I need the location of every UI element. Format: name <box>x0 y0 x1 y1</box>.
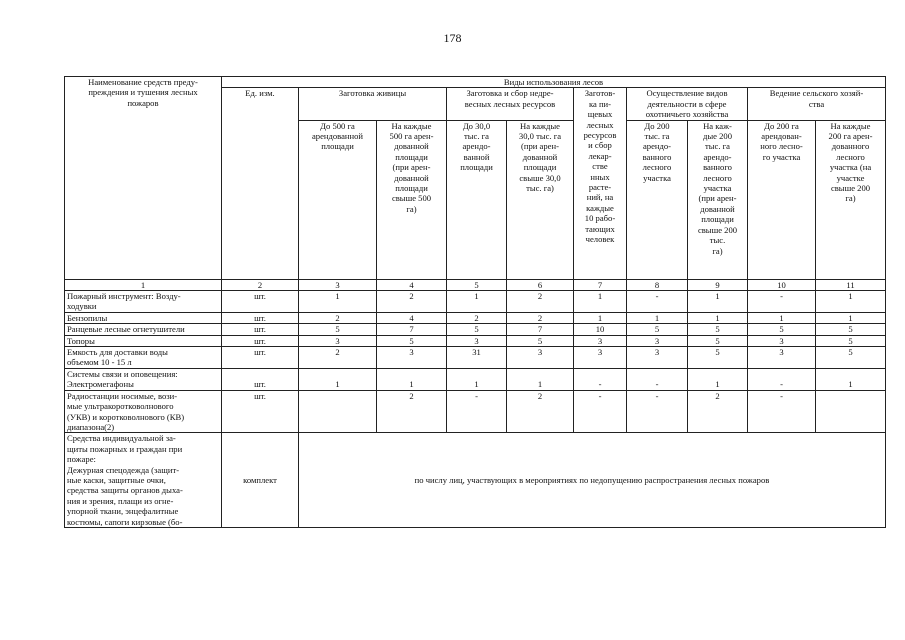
row-value: 5 <box>377 335 447 346</box>
row-value: 2 <box>688 390 748 433</box>
row-value: 5 <box>688 347 748 369</box>
comm-section-label: Системы связи и оповещения: <box>65 368 222 379</box>
table-row <box>65 390 886 433</box>
row-value: 1 <box>574 291 627 313</box>
header-forest-use-kinds: Виды использования лесов <box>222 77 886 88</box>
row-value: 4 <box>377 312 447 323</box>
row-value: 2 <box>299 347 377 369</box>
row-value: 5 <box>688 324 748 335</box>
row-value: 1 <box>627 312 688 323</box>
row-value: 3 <box>627 335 688 346</box>
header-nontimber: Заготовка и сбор недре- весных лесных ресурсов <box>447 88 574 120</box>
row-value: 5 <box>816 324 886 335</box>
subheader: На каждые 30,0 тыс. га (при арен- дованной площади свыше 30,0 тыс. га) <box>507 120 574 279</box>
col-number: 1 <box>65 279 222 290</box>
row-value: 1 <box>688 291 748 313</box>
row-value: 1 <box>447 291 507 313</box>
row-value: 3 <box>627 347 688 369</box>
ppe-row <box>65 433 886 528</box>
row-value: 2 <box>507 291 574 313</box>
col-number: 2 <box>222 279 299 290</box>
header-unit: Ед. изм. <box>222 88 299 279</box>
fire-equipment-table <box>64 76 886 528</box>
row-value: - <box>748 291 816 313</box>
row-value: 1 <box>816 312 886 323</box>
row-name: Электромегафоны <box>65 379 222 390</box>
table-row <box>65 291 886 313</box>
row-name: Ранцевые лесные огнетушители <box>65 324 222 335</box>
row-value: 1 <box>377 379 447 390</box>
row-value <box>816 390 886 433</box>
row-value: 3 <box>447 335 507 346</box>
table-row <box>65 312 886 323</box>
row-value: 7 <box>507 324 574 335</box>
row-value: 1 <box>748 312 816 323</box>
col-number: 6 <box>507 279 574 290</box>
col-number: 8 <box>627 279 688 290</box>
row-value: 5 <box>627 324 688 335</box>
row-value: 1 <box>688 379 748 390</box>
row-value: 3 <box>507 347 574 369</box>
row-value: 1 <box>816 379 886 390</box>
row-value: 1 <box>574 312 627 323</box>
row-value: 3 <box>748 335 816 346</box>
row-unit: шт. <box>222 291 299 313</box>
row-value: 10 <box>574 324 627 335</box>
row-name: Бензопилы <box>65 312 222 323</box>
table-row <box>65 335 886 346</box>
row-value: 1 <box>299 291 377 313</box>
row-value: 3 <box>299 335 377 346</box>
header-means-name-text: Наименование средств преду- преждения и тушения лесных пожаров <box>88 77 198 108</box>
row-value: 1 <box>816 291 886 313</box>
ppe-note: по числу лиц, участвующих в мероприятиях по недопущению распространения лесных пожаров <box>299 433 886 528</box>
header-means-name <box>65 77 222 280</box>
row-name: Пожарный инструмент: Возду- ходувки <box>65 291 222 313</box>
col-number: 3 <box>299 279 377 290</box>
row-value: 5 <box>688 335 748 346</box>
row-name: Радиостанции носимые, вози- мые ультракоротковолнового (УКВ) и коротковолнового (КВ) диапазона(2) <box>65 390 222 433</box>
row-value: - <box>574 390 627 433</box>
row-value: 5 <box>816 347 886 369</box>
ppe-unit: комплект <box>222 433 299 528</box>
row-value: 3 <box>574 335 627 346</box>
row-value: 2 <box>377 390 447 433</box>
row-value: - <box>748 390 816 433</box>
header-hunting: Осуществление видов деятельности в сфере охотничьего хозяйства <box>627 88 748 120</box>
row-value: 3 <box>748 347 816 369</box>
comm-section-row <box>65 368 886 379</box>
row-value: - <box>627 390 688 433</box>
row-value: 5 <box>447 324 507 335</box>
subheader: До 200 га арендован- ного лесно- го участка <box>748 120 816 279</box>
row-unit: шт. <box>222 347 299 369</box>
row-value: - <box>627 291 688 313</box>
table-row <box>65 347 886 369</box>
row-value: 2 <box>507 312 574 323</box>
header-resin: Заготовка живицы <box>299 88 447 120</box>
col-number: 11 <box>816 279 886 290</box>
row-value: 31 <box>447 347 507 369</box>
row-value: 1 <box>688 312 748 323</box>
row-value: 2 <box>507 390 574 433</box>
row-value: 2 <box>299 312 377 323</box>
row-value: 5 <box>816 335 886 346</box>
row-value: 1 <box>507 379 574 390</box>
ppe-name: Средства индивидуальной за- щиты пожарных и граждан при пожаре: Дежурная спецодежда (защит- ные каски, защитные очки, средства защиты органов дыха- ния и зрения, плащи из огне- упорной ткани, энцефалитные костюмы, сапоги кирзовые (бо- <box>65 433 222 528</box>
row-name: Топоры <box>65 335 222 346</box>
row-unit: шт. <box>222 390 299 433</box>
row-value: - <box>748 379 816 390</box>
header-agriculture: Ведение сельского хозяй- ства <box>748 88 886 120</box>
col-number: 7 <box>574 279 627 290</box>
page-number: 178 <box>443 31 462 45</box>
row-unit: шт. <box>222 379 299 390</box>
column-numbers-row <box>65 279 886 290</box>
col-number: 9 <box>688 279 748 290</box>
row-name: Емкость для доставки воды объемом 10 - 15 л <box>65 347 222 369</box>
subheader: На каж- дые 200 тыс. га арендо- ванного лесного участка (при арен- дованной площади свыше 200 тыс. га) <box>688 120 748 279</box>
subheader: До 500 га арендованной площади <box>299 120 377 279</box>
row-unit: шт. <box>222 312 299 323</box>
subheader: До 30,0 тыс. га арендо- ванной площади <box>447 120 507 279</box>
row-value: 5 <box>748 324 816 335</box>
row-value: - <box>574 379 627 390</box>
row-value <box>299 390 377 433</box>
subheader: До 200 тыс. га арендо- ванного лесного участка <box>627 120 688 279</box>
row-value: 2 <box>377 291 447 313</box>
row-value: 7 <box>377 324 447 335</box>
row-value: 3 <box>377 347 447 369</box>
col-number: 4 <box>377 279 447 290</box>
subheader: На каждые 200 га арен- дованного лесного участка (на участке свыше 200 га) <box>816 120 886 279</box>
row-value: 2 <box>447 312 507 323</box>
table-row <box>65 379 886 390</box>
row-value: 3 <box>574 347 627 369</box>
row-unit: шт. <box>222 324 299 335</box>
row-value: 5 <box>299 324 377 335</box>
subheader: На каждые 500 га арен- дованной площади (при арен- дованной площади свыше 500 га) <box>377 120 447 279</box>
col-number: 10 <box>748 279 816 290</box>
table-row <box>65 324 886 335</box>
header-food-resources: Заготов- ка пи- щевых лесных ресурсов и сбор лекар- стве нных расте- ний, на каждые 10 рабо- тающих человек <box>574 88 627 279</box>
row-value: - <box>627 379 688 390</box>
row-value: - <box>447 390 507 433</box>
row-value: 1 <box>299 379 377 390</box>
row-value: 1 <box>447 379 507 390</box>
col-number: 5 <box>447 279 507 290</box>
row-unit: шт. <box>222 335 299 346</box>
row-value: 5 <box>507 335 574 346</box>
